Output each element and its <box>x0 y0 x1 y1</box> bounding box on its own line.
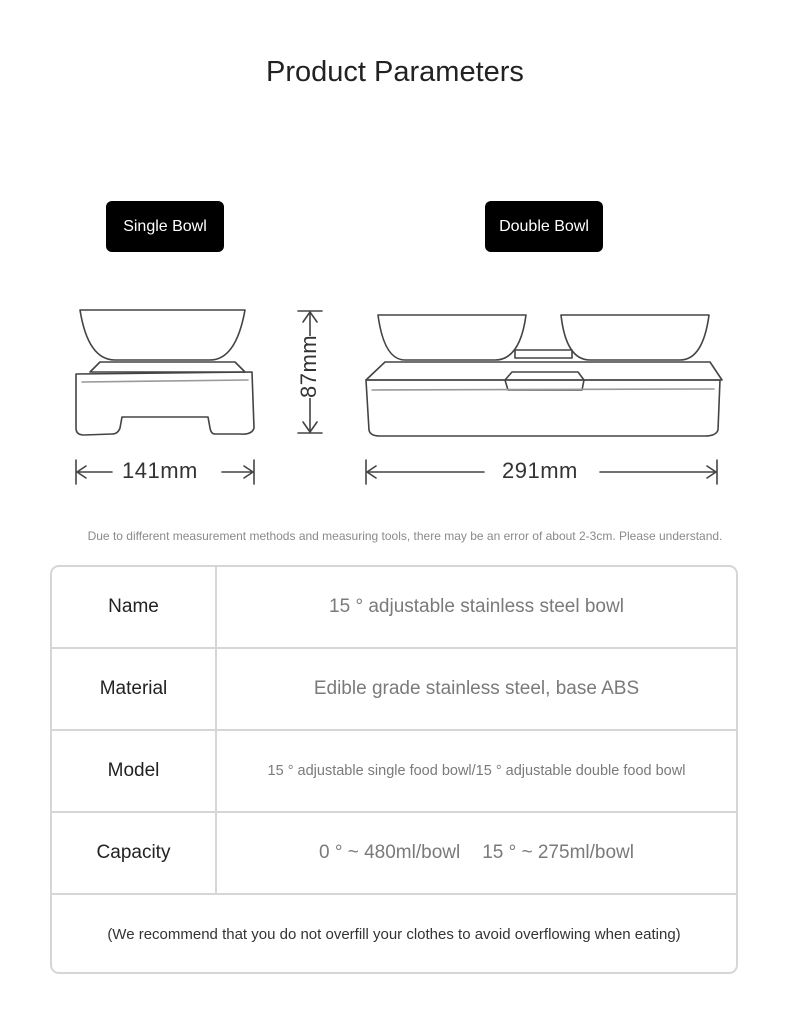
height-label: 87mm <box>296 334 321 398</box>
table-row-capacity <box>52 813 736 895</box>
capacity-value-flat: 0 ° ~ 480ml/bowl <box>319 842 461 863</box>
single-bowl-sketch <box>76 310 254 435</box>
double-bowl-badge: Double Bowl <box>485 201 603 252</box>
name-label: Name <box>52 567 217 647</box>
material-value: Edible grade stainless steel, base ABS <box>313 678 640 699</box>
double-width-label: 291mm <box>502 458 578 483</box>
parameters-table <box>50 565 738 974</box>
product-sketch <box>0 290 790 500</box>
table-footer-note: (We recommend that you do not overfill your clothes to avoid overflowing when eating) <box>107 926 681 943</box>
table-row-model <box>52 731 736 813</box>
capacity-value-tilted: 15 ° ~ 275ml/bowl <box>482 842 634 863</box>
single-width-label: 141mm <box>122 458 198 483</box>
capacity-label: Capacity <box>52 813 217 893</box>
double-bowl-sketch <box>366 315 722 436</box>
measurement-note: Due to different measurement methods and measuring tools, there may be an error of about 2-3cm. Please understand. <box>87 529 723 543</box>
material-label: Material <box>52 649 217 729</box>
table-row-name <box>52 567 736 649</box>
name-value: 15 ° adjustable stainless steel bowl <box>329 596 624 617</box>
single-bowl-badge: Single Bowl <box>106 201 224 252</box>
page-title: Product Parameters <box>266 56 524 88</box>
table-row-material <box>52 649 736 731</box>
model-value: 15 ° adjustable single food bowl/15 ° adjustable double food bowl <box>267 763 686 779</box>
capacity-value <box>217 813 736 893</box>
model-label: Model <box>52 731 217 811</box>
